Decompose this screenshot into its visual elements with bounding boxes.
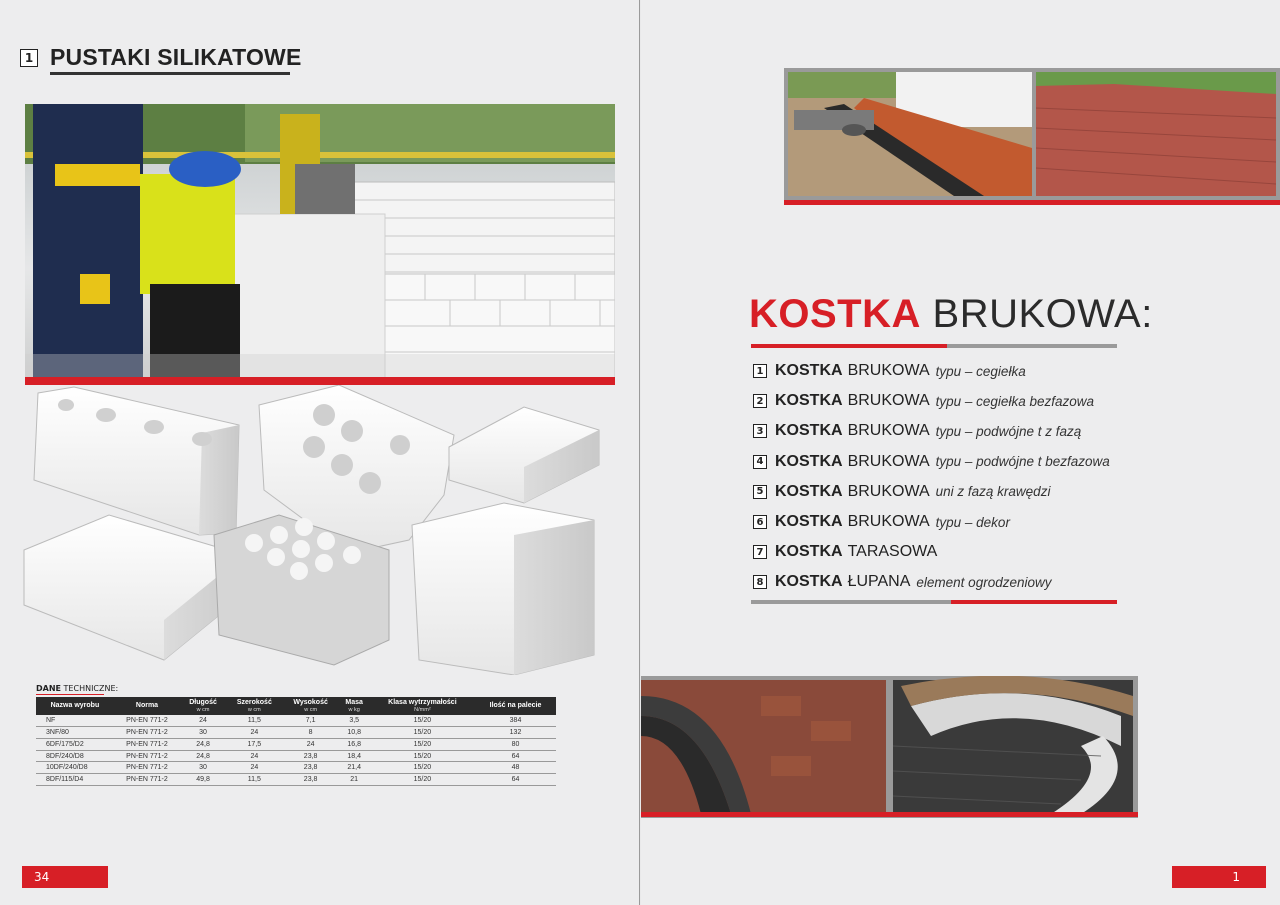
- product-list-item: [753, 386, 1110, 416]
- item-number: 6: [753, 515, 767, 529]
- item-description: typu – cegiełka: [935, 363, 1026, 379]
- table-cell: 23,8: [283, 762, 339, 774]
- table-header-label: Nazwa wyrobu: [50, 702, 100, 710]
- title-rule-red: [751, 344, 947, 348]
- item-description: uni z fazą krawędzi: [935, 484, 1051, 500]
- product-list-item: [753, 356, 1110, 386]
- table-cell: 24: [226, 762, 283, 774]
- table-header-label: Klasa wytrzymałości: [388, 699, 457, 706]
- item-name: BRUKOWA: [847, 392, 930, 410]
- table-header-cell: [370, 697, 475, 715]
- table-header-unit: N/mm²: [414, 706, 431, 713]
- section-title: PUSTAKI SILIKATOWE: [50, 44, 302, 70]
- bottom-paving-photos: [641, 676, 1138, 818]
- table-header-label: Ilość na palecie: [489, 702, 542, 710]
- table-header-label: Szerokość: [236, 699, 272, 706]
- table-header-cell: [180, 697, 226, 715]
- table-cell: 15/20: [370, 750, 475, 762]
- item-number: 8: [753, 575, 767, 589]
- product-list-item: [753, 477, 1110, 507]
- table-header-cell: [475, 697, 556, 715]
- section-underline: [50, 72, 290, 75]
- item-number: 1: [753, 364, 767, 378]
- table-cell: 49,8: [180, 774, 226, 786]
- product-list-item: [753, 507, 1110, 537]
- table-row: [36, 727, 556, 739]
- table-cell: 24,8: [180, 738, 226, 750]
- table-cell: 15/20: [370, 738, 475, 750]
- table-cell: 15/20: [370, 762, 475, 774]
- item-kostka: KOSTKA: [775, 482, 843, 500]
- table-header-label: Wysokość: [293, 699, 328, 706]
- table-cell: 23,8: [283, 774, 339, 786]
- technical-data-label-rest: TECHNICZNE:: [63, 684, 119, 693]
- table-row: [36, 762, 556, 774]
- item-kostka: KOSTKA: [775, 513, 843, 531]
- table-cell: PN-EN 771-2: [114, 727, 180, 739]
- table-cell: 15/20: [370, 727, 475, 739]
- table-cell: 64: [475, 774, 556, 786]
- table-header-unit: w cm: [196, 706, 210, 713]
- table-header-row: [36, 697, 556, 715]
- product-list-item: [753, 567, 1110, 597]
- table-cell: NF: [36, 715, 114, 727]
- item-name: BRUKOWA: [847, 452, 930, 470]
- table-cell: 8DF/115/D4: [36, 774, 114, 786]
- table-cell: 17,5: [226, 738, 283, 750]
- item-number: 3: [753, 424, 767, 438]
- silicate-blocks-image: [14, 385, 614, 675]
- table-cell: 18,4: [339, 750, 370, 762]
- table-cell: PN-EN 771-2: [114, 762, 180, 774]
- list-rule-grey: [751, 600, 951, 604]
- section-header: [20, 44, 302, 71]
- page-number-left: 34: [22, 866, 108, 888]
- page-title: [749, 292, 1153, 337]
- table-cell: PN-EN 771-2: [114, 750, 180, 762]
- technical-data-table: [36, 697, 556, 786]
- item-description: typu – dekor: [935, 514, 1010, 530]
- item-description: element ogrodzeniowy: [916, 574, 1052, 590]
- item-name: BRUKOWA: [847, 513, 930, 531]
- page-number-right: 1: [1172, 866, 1266, 888]
- table-cell: 132: [475, 727, 556, 739]
- table-cell: 48: [475, 762, 556, 774]
- item-name: BRUKOWA: [847, 482, 930, 500]
- table-cell: 80: [475, 738, 556, 750]
- table-cell: 8: [283, 727, 339, 739]
- table-cell: 11,5: [226, 715, 283, 727]
- item-description: typu – podwójne t bezfazowa: [935, 454, 1110, 470]
- product-list: [753, 356, 1110, 598]
- table-cell: 64: [475, 750, 556, 762]
- item-number: 7: [753, 545, 767, 559]
- product-list-item: [753, 537, 1110, 567]
- item-number: 5: [753, 485, 767, 499]
- product-list-item: [753, 416, 1110, 446]
- table-cell: 384: [475, 715, 556, 727]
- table-cell: 10,8: [339, 727, 370, 739]
- technical-data-underline: [36, 694, 104, 695]
- item-name: TARASOWA: [847, 543, 938, 561]
- technical-data-label-bold: DANE: [36, 684, 61, 693]
- item-kostka: KOSTKA: [775, 362, 843, 380]
- title-bold: KOSTKA: [749, 292, 921, 336]
- table-cell: 7,1: [283, 715, 339, 727]
- section-number: 1: [20, 49, 38, 67]
- table-cell: 15/20: [370, 774, 475, 786]
- table-cell: 11,5: [226, 774, 283, 786]
- table-cell: 23,8: [283, 750, 339, 762]
- table-cell: 15/20: [370, 715, 475, 727]
- table-cell: PN-EN 771-2: [114, 738, 180, 750]
- table-cell: 3NF/80: [36, 727, 114, 739]
- top-photos-red-bar: [784, 200, 1280, 205]
- table-cell: 30: [180, 762, 226, 774]
- table-cell: 24,8: [180, 750, 226, 762]
- table-row: [36, 750, 556, 762]
- table-header-unit: w cm: [304, 706, 318, 713]
- table-header-label: Długość: [189, 699, 217, 706]
- table-row: [36, 774, 556, 786]
- item-name: ŁUPANA: [847, 573, 911, 591]
- table-cell: 3,5: [339, 715, 370, 727]
- item-number: 4: [753, 455, 767, 469]
- table-header-label: Norma: [135, 702, 159, 710]
- table-cell: 24: [283, 738, 339, 750]
- table-cell: 24: [226, 727, 283, 739]
- table-header-cell: [36, 697, 114, 715]
- photo-red-bar: [25, 377, 615, 385]
- title-rule-grey: [947, 344, 1117, 348]
- table-row: [36, 715, 556, 727]
- item-kostka: KOSTKA: [775, 422, 843, 440]
- item-number: 2: [753, 394, 767, 408]
- table-header-unit: w cm: [247, 706, 261, 713]
- table-cell: 16,8: [339, 738, 370, 750]
- product-list-item: [753, 447, 1110, 477]
- title-rest: BRUKOWA:: [932, 292, 1153, 336]
- table-cell: 24: [226, 750, 283, 762]
- table-header-unit: w kg: [348, 706, 360, 713]
- item-name: BRUKOWA: [847, 422, 930, 440]
- table-cell: 21,4: [339, 762, 370, 774]
- item-name: BRUKOWA: [847, 362, 930, 380]
- item-kostka: KOSTKA: [775, 452, 843, 470]
- table-cell: 24: [180, 715, 226, 727]
- table-cell: 21: [339, 774, 370, 786]
- table-cell: PN-EN 771-2: [114, 774, 180, 786]
- top-paving-photos: [784, 68, 1280, 200]
- table-cell: 6DF/175/D2: [36, 738, 114, 750]
- table-cell: 10DF/240/D8: [36, 762, 114, 774]
- table-cell: PN-EN 771-2: [114, 715, 180, 727]
- table-row: [36, 738, 556, 750]
- construction-photo: [25, 104, 615, 378]
- table-header-cell: [283, 697, 339, 715]
- table-header-label: Masa: [345, 699, 363, 706]
- item-description: typu – cegiełka bezfazowa: [935, 393, 1094, 409]
- table-header-cell: [339, 697, 370, 715]
- item-kostka: KOSTKA: [775, 573, 843, 591]
- item-description: typu – podwójne t z fazą: [935, 423, 1082, 439]
- bottom-photos-red-bar: [641, 812, 1138, 817]
- item-kostka: KOSTKA: [775, 392, 843, 410]
- right-page: [641, 0, 1280, 905]
- table-header-cell: [226, 697, 283, 715]
- table-cell: 8DF/240/D8: [36, 750, 114, 762]
- technical-data-label: [36, 684, 118, 693]
- item-kostka: KOSTKA: [775, 543, 843, 561]
- table-header-cell: [114, 697, 180, 715]
- table-cell: 30: [180, 727, 226, 739]
- list-rule-red: [951, 600, 1117, 604]
